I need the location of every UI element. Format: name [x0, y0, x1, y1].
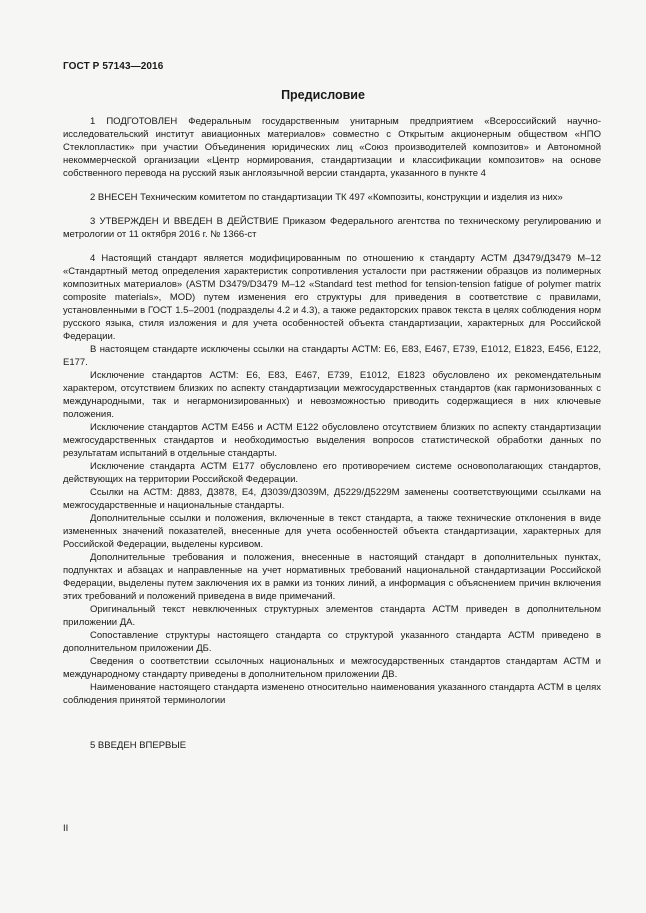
- paragraph-modified: 4 Настоящий стандарт является модифицированным по отношению к стандарту АСТМ Д3479/Д3479 М–12 «Стандартный метод определения характеристик сопротивления усталости при растяжении образцов из полимерных композитных материалов» (ASTM D3479/D3479 M–12 «Standard test method for tension-tension fatigue of polymer matrix composite materials», MOD) путем изменения его структуры для приведения в соответствие с правилами, установленными в ГОСТ 1.5–2001 (подразделы 4.2 и 4.3), а также редакторских правок текста в целях соблюдения норм русского языка, стиля изложения и для учета особенностей объекта стандартизации, характерных для Российской Федерации.: [63, 253, 601, 342]
- paragraph-exclusion-e177: Исключение стандарта АСТМ Е177 обусловлено его противоречием системе основополагающих стандартов, действующих на территории Российской Федерации.: [63, 461, 601, 485]
- paragraph-replaced-refs: Ссылки на АСТМ: Д883, Д3878, Е4, Д3039/Д3039М, Д5229/Д5229М заменены соответствующими ссылками на межгосударственные и национальные стандарты.: [63, 487, 601, 511]
- paragraph-introduced: 2 ВНЕСЕН Техническим комитетом по стандартизации ТК 497 «Композиты, конструкции и изделия из них»: [90, 192, 563, 203]
- paragraph-first-introduced: 5 ВВЕДЕН ВПЕРВЫЕ: [90, 740, 187, 751]
- paragraph-annex-db: Сопоставление структуры настоящего стандарта со структурой указанного стандарта АСТМ приведено в дополнительном приложении ДБ.: [63, 630, 601, 654]
- paragraph-additional-refs: Дополнительные ссылки и положения, включенные в текст стандарта, а также технические отклонения в виде измененных значений показателей, внесенные для учета особенностей объекта стандартизации, характерных для Российской Федерации, выделены курсивом.: [63, 513, 601, 550]
- paragraph-prepared: 1 ПОДГОТОВЛЕН Федеральным государственным унитарным предприятием «Всероссийский научно-исследовательский институт авиационных материалов» совместно с Открытым акционерным обществом «НПО Стеклопластик» при участии Объединения юридических лиц «Союз производителей композитов» и Автономной некоммерческой организации «Центр нормирования, стандартизации и классификации композитов» на основе собственного перевода на русский язык англоязычной версии стандарта, указанного в пункте 4: [63, 116, 601, 179]
- document-code: ГОСТ Р 57143—2016: [63, 61, 164, 72]
- paragraph-exclusion-recommendations: Исключение стандартов АСТМ: Е6, Е83, Е467, Е739, Е1012, Е1823 обусловлено их рекомендательным характером, отсутствием близких по аспекту стандартизации межгосударственных стандартов (как гармонизованных с международными, так и негармонизированных) и невозможностью приводить содержащиеся в них ключевые положения.: [63, 370, 601, 420]
- paragraph-annex-dv: Сведения о соответствии ссылочных национальных и межгосударственных стандартов стандартам АСТМ и международному стандарту приведены в дополнительном приложении ДВ.: [63, 656, 601, 680]
- paragraph-excluded-refs: В настоящем стандарте исключены ссылки на стандарты АСТМ: Е6, Е83, Е467, Е739, Е1012, Е1823, Е456, Е122, Е177.: [63, 344, 601, 368]
- paragraph-approved: 3 УТВЕРЖДЕН И ВВЕДЕН В ДЕЙСТВИЕ Приказом Федерального агентства по техническому регулированию и метрологии от 11 октября 2016 г. № 1366-ст: [63, 216, 601, 240]
- page-number: II: [63, 823, 69, 834]
- page-title: Предисловие: [281, 88, 365, 102]
- paragraph-additional-requirements: Дополнительные требования и положения, внесенные в настоящий стандарт в дополнительных пунктах, подпунктах и абзацах и направленные на учет нормативных требований национальной стандартизации Российской Федерации, выделены путем заключения их в рамки из тонких линий, а информация с объяснением причин включения этих требований и положений приведена в виде примечаний.: [63, 552, 601, 602]
- paragraph-title-changed: Наименование настоящего стандарта изменено относительно наименования указанного стандарта АСТМ в целях соблюдения принятой терминологии: [63, 682, 601, 706]
- paragraph-exclusion-statistics: Исключение стандартов АСТМ Е456 и АСТМ Е122 обусловлено отсутствием близких по аспекту стандартизации межгосударственных стандартов и необходимостью выделения вопросов статистической обработки данных по результатам испытаний в отдельные стандарты.: [63, 422, 601, 459]
- paragraph-annex-da: Оригинальный текст невключенных структурных элементов стандарта АСТМ приведен в дополнительном приложении ДА.: [63, 604, 601, 628]
- preface-body: [63, 115, 601, 752]
